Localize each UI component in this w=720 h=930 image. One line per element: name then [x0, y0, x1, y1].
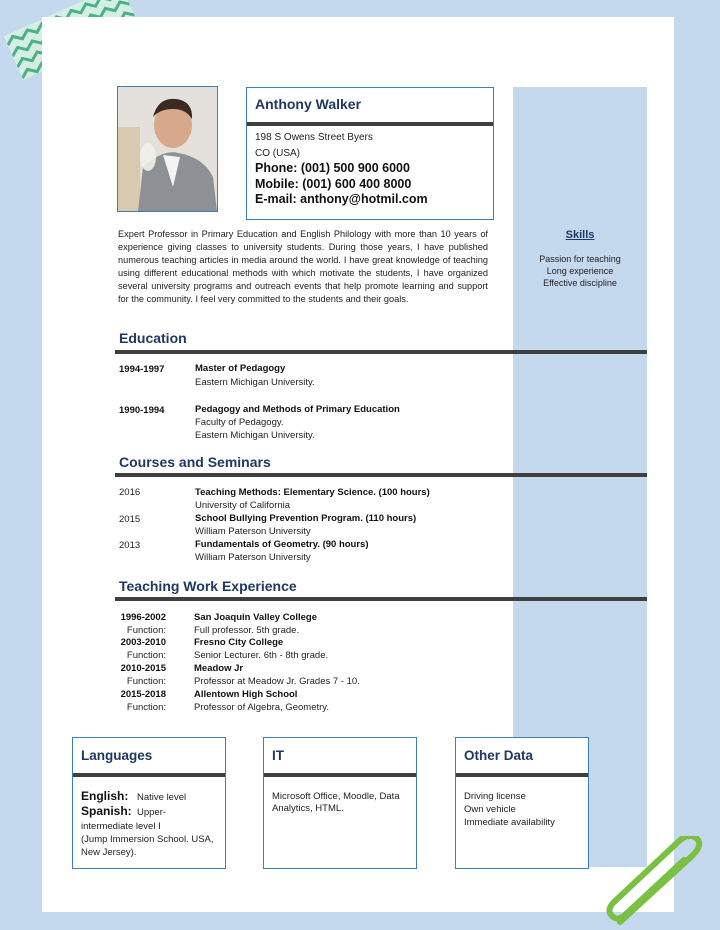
job-function-label: Function: [126, 625, 166, 636]
language-detail: New Jersey). [81, 847, 137, 858]
job-function: Professor at Meadow Jr. Grades 7 - 10. [194, 676, 360, 687]
languages-title: Languages [81, 748, 153, 763]
job-function-label: Function: [126, 702, 166, 713]
other-data-line: Driving license [464, 791, 526, 802]
it-line: Microsoft Office, Moodle, Data [272, 791, 400, 802]
language-detail: (Jump Immersion School. USA, [81, 834, 214, 845]
it-box [263, 737, 417, 869]
education-title: Education [119, 330, 187, 346]
languages-box [72, 737, 226, 869]
job-years: 2010-2015 [120, 663, 166, 674]
education-years: 1994-1997 [119, 364, 165, 375]
education-years: 1990-1994 [119, 405, 165, 416]
job-school: San Joaquin Valley College [194, 612, 318, 623]
job-function-label: Function: [126, 676, 166, 687]
other-data-box [455, 737, 589, 869]
contact-box [246, 87, 494, 220]
profile-summary: Expert Professor in Primary Education and English Philology with more than 10 years of experience giving classes to university students. During those years, I have published numerous teaching articles in media around the world. I have great knowledge of teaching using different educational methods with which motivate the students, I have organized several university programs and outreach events that help promote learning and support for the community. I feel very committed to the students and their goals. [118, 229, 488, 304]
education-school: Faculty of Pedagogy. [195, 417, 284, 428]
it-line: Analytics, HTML. [272, 803, 344, 814]
candidate-name: Anthony Walker [255, 96, 362, 112]
course-year: 2016 [119, 487, 141, 498]
experience-title: Teaching Work Experience [119, 578, 297, 594]
skills-title: Skills [565, 229, 595, 241]
job-function: Senior Lecturer. 6th - 8th grade. [194, 650, 329, 661]
it-title: IT [272, 748, 284, 763]
course-name: Fundamentals of Geometry. (90 hours) [195, 539, 369, 550]
address-line-1: 198 S Owens Street Byers [255, 132, 373, 143]
phone: Phone: (001) 500 900 6000 [255, 161, 410, 175]
language-level: Upper- [137, 807, 167, 818]
person-icon [118, 87, 217, 211]
education-degree: Pedagogy and Methods of Primary Education [195, 404, 400, 415]
divider [456, 773, 588, 777]
skill-item: Effective discipline [543, 278, 617, 288]
course-year: 2015 [119, 514, 141, 525]
job-function: Professor of Algebra, Geometry. [194, 702, 329, 713]
other-data-line: Own vehicle [464, 804, 516, 815]
profile-photo [117, 86, 218, 212]
job-school: Allentown High School [194, 689, 298, 700]
language-detail: intermediate level I [81, 821, 161, 832]
education-school: Eastern Michigan University. [195, 377, 315, 388]
course-year: 2013 [119, 540, 141, 551]
paperclip-icon [600, 836, 710, 926]
divider [247, 122, 493, 126]
courses-title: Courses and Seminars [119, 454, 271, 470]
job-years: 2015-2018 [120, 689, 166, 700]
divider [115, 473, 647, 477]
divider [115, 350, 647, 354]
other-data-line: Immediate availability [464, 817, 555, 828]
skill-item: Passion for teaching [539, 254, 621, 264]
divider [73, 773, 225, 777]
divider [264, 773, 416, 777]
job-function: Full professor. 5th grade. [194, 625, 300, 636]
course-place: William Paterson University [195, 552, 311, 563]
education-degree: Master of Pedagogy [195, 363, 286, 374]
email[interactable]: E-mail: anthony@hotmil.com [255, 192, 428, 206]
other-data-title: Other Data [464, 748, 534, 763]
language-label: English: [81, 789, 129, 803]
course-place: University of California [195, 500, 291, 511]
mobile: Mobile: (001) 600 400 8000 [255, 177, 412, 191]
course-place: William Paterson University [195, 526, 311, 537]
job-school: Meadow Jr [194, 663, 244, 674]
course-name: School Bullying Prevention Program. (110 hours) [195, 513, 417, 524]
job-school: Fresno City College [194, 637, 284, 648]
course-name: Teaching Methods: Elementary Science. (100 hours) [195, 487, 430, 498]
language-label: Spanish: [81, 804, 132, 818]
education-school: Eastern Michigan University. [195, 430, 315, 441]
job-years: 1996-2002 [120, 612, 166, 623]
skill-item: Long experience [546, 266, 614, 276]
divider [115, 597, 647, 601]
job-years: 2003-2010 [120, 637, 166, 648]
address-line-2: CO (USA) [255, 148, 300, 159]
language-level: Native level [137, 792, 187, 803]
job-function-label: Function: [126, 650, 166, 661]
